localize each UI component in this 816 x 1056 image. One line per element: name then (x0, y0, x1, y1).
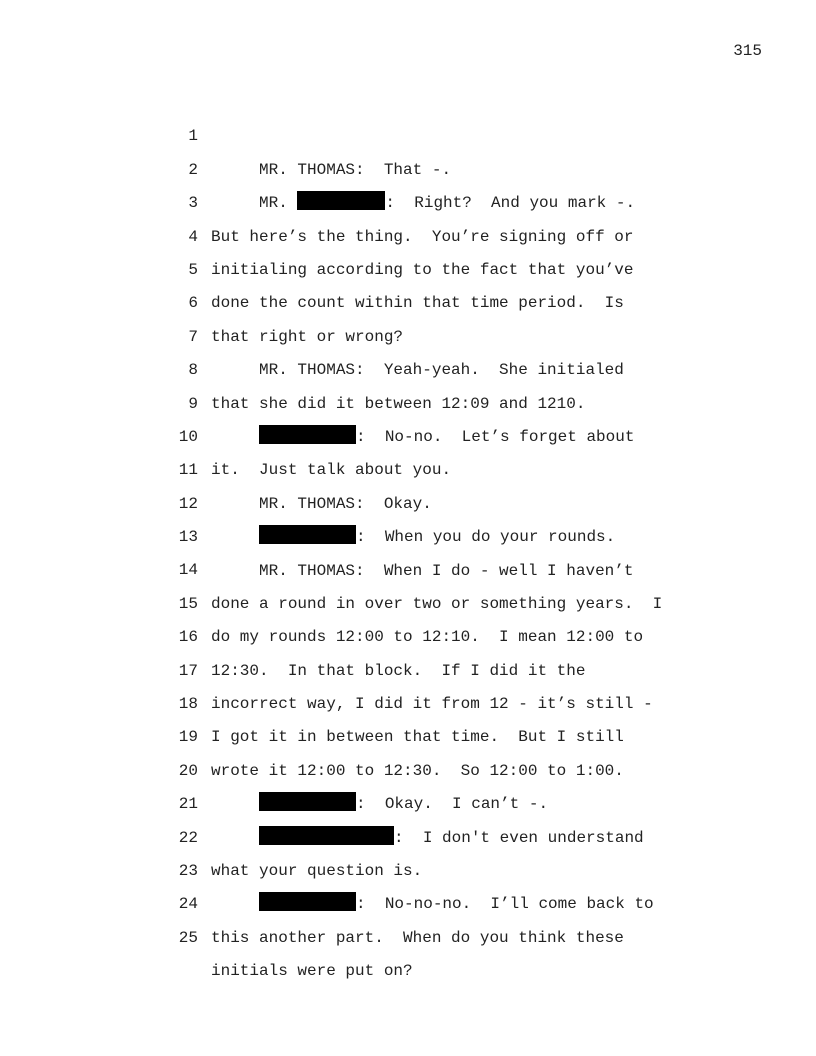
line-number: 16 (178, 628, 198, 647)
line-number: 6 (188, 294, 198, 313)
line-number: 11 (178, 461, 198, 480)
speaker-label: MR. THOMAS: (259, 561, 365, 580)
line-text: done the count within that time period. Is (211, 294, 624, 313)
line-number: 24 (178, 895, 198, 914)
line-number: 12 (178, 494, 198, 513)
line-text: No-no. Let’s forget about (365, 427, 635, 446)
line-number: 17 (178, 661, 198, 680)
line-number: 13 (178, 528, 198, 547)
line-text: No-no-no. I’ll come back to (365, 895, 654, 914)
line-number: 21 (178, 795, 198, 814)
line-number: 15 (178, 594, 198, 613)
speaker-label: MR. THOMAS: (259, 361, 365, 380)
line-text: But here’s the thing. You’re signing off or (211, 227, 634, 246)
line-number: 7 (188, 327, 198, 346)
line-number: 1 (188, 127, 198, 146)
line-text: When you do your rounds. (365, 528, 616, 547)
line-text: Okay. I can’t -. (365, 795, 549, 814)
line-number: 4 (188, 227, 198, 246)
line-number: 8 (188, 361, 198, 380)
line-text: initialing according to the fact that you’ve (211, 260, 634, 279)
line-number: 20 (178, 761, 198, 780)
page-number: 315 (733, 42, 762, 60)
line-text: I got it in between that time. But I still (211, 728, 624, 747)
line-number: 3 (188, 194, 198, 213)
line-number: 22 (178, 828, 198, 847)
line-text: that she did it between 12:09 and 1210. (211, 394, 586, 413)
line-text: I don't even understand (403, 828, 644, 847)
line-number: 18 (178, 695, 198, 714)
line-text: initials were put on? (211, 962, 413, 981)
speaker-suffix: : (356, 528, 366, 547)
line-text: that right or wrong? (211, 327, 404, 346)
line-number: 25 (178, 928, 198, 947)
line-text: it. Just talk about you. (211, 461, 452, 480)
line-text: When I do - well I haven’t (364, 561, 634, 580)
line-text: do my rounds 12:00 to 12:10. I mean 12:00 to (211, 628, 644, 647)
line-number: 10 (178, 427, 198, 446)
transcript-body (0, 87, 816, 981)
transcript-line-1 (0, 87, 816, 179)
line-text: 12:30. In that block. If I did it the (211, 661, 586, 680)
line-number: 2 (188, 160, 198, 179)
line-text: incorrect way, I did it from 12 - it’s still - (211, 695, 653, 714)
line-text: done a round in over two or something years. I (211, 594, 663, 613)
line-text: Right? And you mark -. (395, 194, 636, 213)
line-number: 19 (178, 728, 198, 747)
line-number: 5 (188, 260, 198, 279)
speaker-suffix: : (394, 828, 404, 847)
line-number: 9 (188, 394, 198, 413)
line-number: 23 (178, 862, 198, 880)
speaker-suffix: : (356, 795, 366, 814)
line-text: what your question is. (211, 862, 423, 881)
speaker-label: MR. THOMAS: (259, 494, 365, 513)
line-text: That -. (364, 160, 452, 179)
speaker-suffix: : (385, 194, 396, 213)
speaker-label: MR. THOMAS: (259, 160, 365, 179)
speaker-prefix: MR. (259, 194, 288, 213)
line-text: wrote it 12:00 to 12:30. So 12:00 to 1:00. (211, 761, 624, 780)
line-text: Okay. (364, 494, 432, 513)
speaker-suffix: : (356, 427, 366, 446)
line-text: Yeah-yeah. She initialed (364, 361, 624, 380)
speaker-suffix: : (356, 895, 366, 914)
line-text: this another part. When do you think these (211, 928, 624, 947)
line-number: 14 (178, 561, 198, 580)
